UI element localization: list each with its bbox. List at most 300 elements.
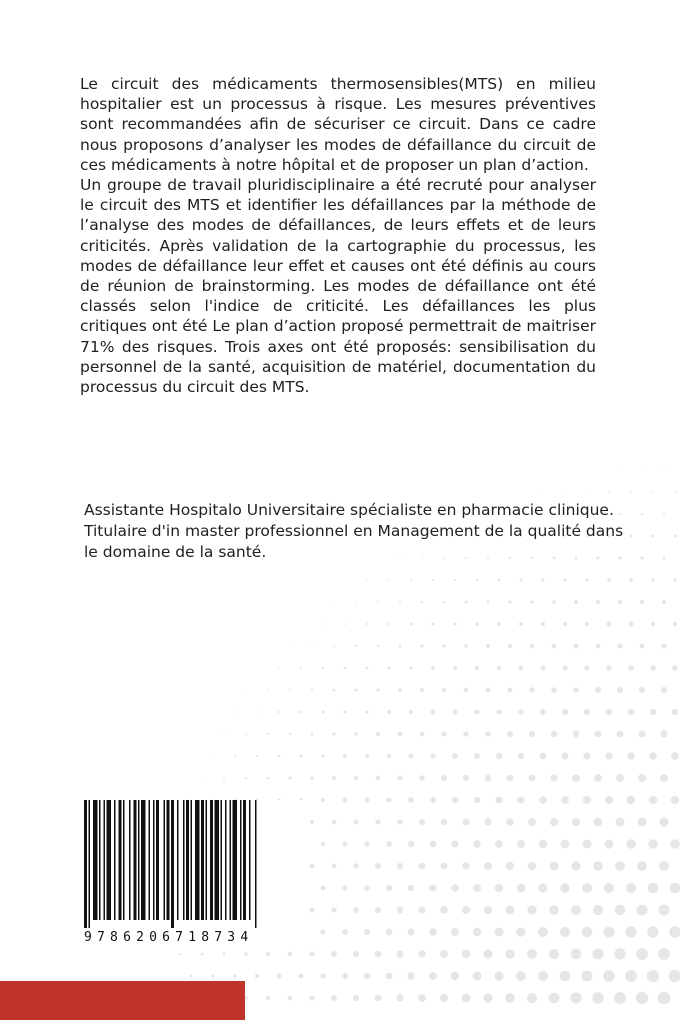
halftone-dot [659,861,669,871]
halftone-dot [605,752,612,759]
halftone-dot [596,644,601,649]
halftone-dot [397,907,404,914]
halftone-dot [626,839,635,848]
halftone-dot [376,688,379,691]
halftone-dot [267,689,269,691]
halftone-dot [430,753,435,758]
halftone-dot [267,733,269,735]
halftone-dot [298,973,303,978]
halftone-dot [638,730,645,737]
halftone-dot [508,644,512,648]
halftone-dot [497,622,501,626]
halftone-dot [354,732,358,736]
halftone-dot [625,970,637,982]
halftone-dot [649,796,658,805]
halftone-dot [517,884,526,893]
halftone-dot [386,841,392,847]
halftone-dot [542,491,543,492]
halftone-dot [364,973,370,979]
halftone-dot [617,731,624,738]
halftone-dot [409,666,413,670]
halftone-dot [641,513,643,515]
halftone-dot [596,600,600,604]
accent-band [0,981,245,1020]
barcode-bar [191,800,193,920]
halftone-dot [549,905,559,915]
halftone-dot [607,578,611,582]
halftone-dot [431,666,435,670]
halftone-dot [584,709,590,715]
barcode-bar [186,800,189,920]
halftone-dot [581,970,592,981]
halftone-dot [234,711,235,712]
halftone-dot [396,950,403,957]
halftone-dot [377,601,379,603]
halftone-dot [342,929,348,935]
halftone-dot [506,818,514,826]
halftone-dot [418,994,426,1002]
halftone-dot [453,710,458,715]
halftone-dot [527,905,536,914]
halftone-dot [375,995,382,1002]
halftone-dot [603,970,615,982]
halftone-dot [343,754,347,758]
barcode-bar [107,800,112,920]
halftone-dot [429,928,437,936]
halftone-dot [474,709,479,714]
halftone-dot [508,600,511,603]
halftone-dot [410,623,413,626]
halftone-dot [560,883,569,892]
halftone-dot [442,688,446,692]
barcode-bar [123,800,125,920]
halftone-dot [289,689,291,691]
barcode-bar [119,800,122,920]
halftone-dot [538,927,548,937]
halftone-dot [594,774,602,782]
halftone-dot [539,796,547,804]
halftone-dot [595,687,601,693]
halftone-dot [530,644,534,648]
halftone-dot [451,928,459,936]
halftone-dot [354,776,358,780]
halftone-dot [451,840,458,847]
halftone-dot [658,992,671,1005]
halftone-dot [636,992,648,1004]
halftone-dot [462,950,470,958]
halftone-dot [527,993,537,1003]
halftone-dot [550,774,557,781]
halftone-dot [397,775,402,780]
barcode-bar [156,800,159,920]
halftone-dot [551,687,557,693]
halftone-dot [386,929,393,936]
halftone-dot [418,950,426,958]
halftone-dot [495,928,504,937]
halftone-dot [452,753,458,759]
halftone-dot [538,971,548,981]
halftone-dot [637,905,648,916]
halftone-dot [495,796,502,803]
halftone-dot [331,951,337,957]
halftone-dot [516,971,526,981]
halftone-dot [440,906,448,914]
halftone-dot [432,579,434,581]
halftone-dot [475,666,479,670]
abstract-text [80,74,596,397]
halftone-dot [355,601,357,603]
halftone-dot [592,992,604,1004]
halftone-dot [670,839,680,849]
halftone-dot [364,885,370,891]
halftone-dot [630,491,632,493]
halftone-dot [256,755,258,757]
halftone-dot [486,644,490,648]
halftone-dot [464,688,469,693]
halftone-dot [343,710,346,713]
halftone-dot [527,949,537,959]
barcode-bar [141,800,146,920]
halftone-dot [266,996,270,1000]
halftone-dot [539,840,547,848]
halftone-dot [431,710,436,715]
halftone-dot [583,840,592,849]
halftone-dot [320,929,325,934]
halftone-dot [540,753,547,760]
halftone-dot [310,776,314,780]
halftone-dot [672,709,679,716]
halftone-dot [321,886,326,891]
halftone-dot [398,732,402,736]
halftone-dot [497,666,502,671]
halftone-dot [616,818,625,827]
halftone-dot [343,842,348,847]
halftone-dot [573,687,579,693]
halftone-dot [659,817,668,826]
barcode-bar [164,800,166,920]
halftone-dot [463,775,469,781]
halftone-dot [507,687,512,692]
halftone-dot [638,818,647,827]
halftone-dot [289,733,292,736]
halftone-dot [440,994,448,1002]
halftone-dot [462,906,470,914]
halftone-dot [595,731,602,738]
halftone-dot [278,755,281,758]
halftone-dot [660,774,668,782]
halftone-dot [399,645,402,648]
halftone-dot [453,666,457,670]
halftone-dot [486,688,491,693]
halftone-dot [669,926,680,938]
halftone-dot [365,710,369,714]
halftone-dot [223,733,224,734]
halftone-dot [496,753,502,759]
halftone-dot [473,840,480,847]
halftone-dot [658,948,670,960]
halftone-dot [387,754,392,759]
halftone-dot [517,840,525,848]
halftone-dot [538,883,547,892]
halftone-dot [586,491,588,493]
halftone-dot [320,973,326,979]
halftone-dot [495,840,503,848]
halftone-dot [310,864,315,869]
halftone-dot [386,797,391,802]
halftone-dot [651,622,656,627]
barcode [84,800,304,950]
halftone-dot [429,884,436,891]
author-bio-text: Assistante Hospitalo Universitaire spécialiste en pharmacie clinique. Titulaire d'in master professionnel en Management de la qualité dans le domaine de la santé. [84,501,624,561]
halftone-dot [332,820,337,825]
halftone-dot [366,623,368,625]
halftone-dot [519,622,523,626]
halftone-dot [222,952,225,955]
halftone-dot [616,774,624,782]
barcode-bar [206,800,208,920]
barcode-bar [129,800,131,920]
halftone-dot [397,863,403,869]
halftone-dot [420,644,423,647]
halftone-dot [386,973,393,980]
halftone-dot [652,535,655,538]
halftone-dot [277,974,282,979]
halftone-dot [474,797,481,804]
halftone-dot [309,951,314,956]
halftone-dot [485,731,491,737]
halftone-dot [343,798,347,802]
halftone-dot [278,711,280,713]
halftone-dot [540,665,545,670]
halftone-dot [365,798,370,803]
halftone-dot [376,732,380,736]
halftone-dot [652,491,654,493]
barcode-bar [89,800,91,928]
halftone-dot [321,754,325,758]
halftone-dot [673,578,677,582]
halftone-dot [464,644,468,648]
halftone-dot [617,643,622,648]
halftone-dot [593,905,603,915]
barcode-bar [225,800,227,920]
halftone-dot [300,711,303,714]
halftone-dot [583,752,590,759]
barcode-bar [93,800,98,920]
barcode-bar [221,800,223,920]
halftone-dot [651,578,655,582]
halftone-dot [299,754,302,757]
halftone-dot [607,622,612,627]
halftone-dot [648,883,658,893]
halftone-dot [462,994,471,1003]
halftone-dot [483,993,492,1002]
halftone-dot [474,753,480,759]
halftone-dot [440,950,448,958]
halftone-dot [507,731,513,737]
halftone-dot [212,755,213,756]
halftone-dot [388,623,390,625]
halftone-dot [583,796,591,804]
halftone-dot [550,818,558,826]
halftone-dot [647,926,658,937]
halftone-dot [582,927,593,938]
halftone-dot [606,665,611,670]
halftone-dot [453,622,456,625]
halftone-dot [473,884,481,892]
halftone-dot [342,973,348,979]
halftone-dot [573,731,580,738]
barcode-bar [153,800,155,920]
halftone-dot [419,819,425,825]
halftone-dot [399,601,401,603]
halftone-dot [484,906,492,914]
barcode-bar [255,800,257,928]
halftone-dot [641,469,642,470]
halftone-dot [549,993,560,1004]
halftone-dot [604,927,615,938]
halftone-dot [615,905,626,916]
halftone-dot [484,950,493,959]
halftone-dot [333,645,335,647]
halftone-dot [673,622,678,627]
barcode-bars [84,800,304,928]
halftone-dot [375,907,381,913]
halftone-dot [659,905,670,916]
halftone-dot [638,774,646,782]
halftone-dot [518,753,525,760]
halftone-dot [321,842,326,847]
halftone-dot [451,884,459,892]
halftone-dot [563,578,566,581]
halftone-dot [615,861,625,871]
halftone-dot [365,754,369,758]
barcode-bar [201,800,204,920]
halftone-dot [628,709,635,716]
halftone-dot [484,818,491,825]
halftone-dot [660,730,667,737]
halftone-dot [244,952,248,956]
halftone-dot [310,820,314,824]
halftone-dot [454,579,456,581]
halftone-dot [463,731,468,736]
halftone-dot [354,820,359,825]
halftone-dot [626,883,636,893]
halftone-dot [376,776,381,781]
halftone-dot [201,777,203,779]
halftone-dot [331,907,336,912]
halftone-dot [571,949,582,960]
barcode-bar [243,800,246,920]
barcode-bar [233,800,238,920]
halftone-dot [288,996,293,1001]
halftone-dot [451,972,459,980]
halftone-dot [332,864,337,869]
barcode-bar [84,800,87,928]
halftone-dot [669,970,680,982]
halftone-dot [529,731,535,737]
halftone-dot [628,665,634,671]
barcode-bar [210,800,213,920]
halftone-dot [407,928,414,935]
halftone-dot [517,796,524,803]
halftone-dot [505,993,515,1003]
halftone-dot [430,797,436,803]
halftone-dot [387,666,390,669]
halftone-dot [619,469,620,470]
barcode-bar [134,800,137,920]
barcode-bar [240,800,242,920]
halftone-dot [322,711,325,714]
halftone-dot [671,752,679,760]
halftone-dot [476,579,479,582]
halftone-dot [528,818,536,826]
halftone-dot [674,535,677,538]
halftone-dot [410,579,412,581]
halftone-dot [560,927,570,937]
halftone-dot [375,863,381,869]
halftone-dot [332,776,336,780]
halftone-dot [541,578,544,581]
halftone-dot [663,469,664,470]
halftone-dot [552,600,556,604]
halftone-dot [584,665,589,670]
halftone-dot [387,710,391,714]
halftone-dot [516,927,525,936]
halftone-dot [661,643,666,648]
halftone-dot [255,974,259,978]
halftone-dot [353,951,359,957]
halftone-dot [636,948,648,960]
halftone-dot [407,972,414,979]
halftone-dot [452,797,458,803]
halftone-dot [541,622,545,626]
halftone-dot [397,819,403,825]
halftone-dot [311,689,313,691]
halftone-dot [344,667,347,670]
halftone-dot [629,578,633,582]
halftone-dot [300,667,302,669]
halftone-dot [506,906,515,915]
halftone-dot [528,774,535,781]
halftone-dot [505,949,514,958]
halftone-dot [245,777,247,779]
halftone-dot [234,755,236,757]
halftone-dot [419,775,425,781]
halftone-dot [342,885,347,890]
halftone-dot [670,883,680,894]
halftone-dot [430,841,437,848]
halftone-dot [529,687,534,692]
halftone-dot [420,732,425,737]
halftone-dot [366,667,369,670]
halftone-dot [278,667,280,669]
barcode-bar [230,800,232,920]
halftone-dot [519,666,524,671]
halftone-dot [333,689,336,692]
halftone-dot [648,839,658,849]
halftone-dot [519,578,522,581]
halftone-dot [355,645,357,647]
barcode-bar [167,800,170,920]
barcode-bar [177,800,179,920]
halftone-dot [322,667,324,669]
halftone-dot [333,601,334,602]
halftone-dot [179,953,181,955]
halftone-dot [289,645,290,646]
halftone-dot [650,665,656,671]
halftone-dot [364,841,369,846]
halftone-dot [662,556,665,559]
